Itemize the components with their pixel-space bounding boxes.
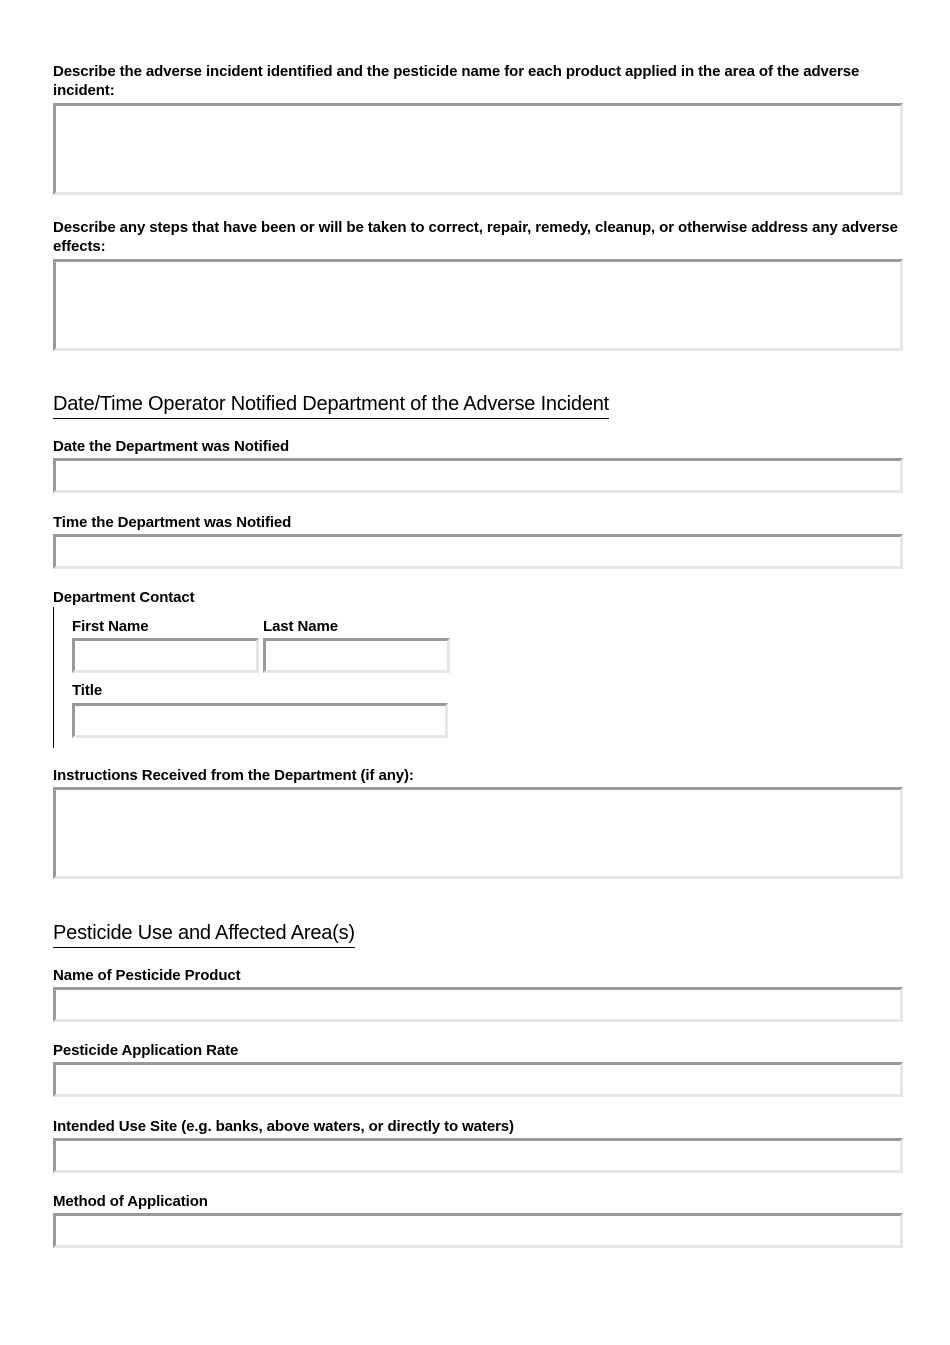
application-rate-input[interactable] — [53, 1062, 903, 1097]
date-notified-label: Date the Department was Notified — [53, 438, 290, 455]
pesticide-section-title: Pesticide Use and Affected Area(s) — [53, 920, 355, 948]
pesticide-product-input[interactable] — [53, 987, 903, 1022]
contact-title-label: Title — [72, 682, 103, 699]
last-name-input[interactable] — [263, 638, 450, 673]
department-contact-group — [53, 607, 474, 748]
time-notified-input[interactable] — [53, 534, 903, 569]
contact-title-input[interactable] — [72, 703, 448, 738]
corrective-steps-textarea[interactable] — [53, 259, 903, 351]
instructions-textarea[interactable] — [53, 787, 903, 879]
application-rate-label: Pesticide Application Rate — [53, 1042, 239, 1059]
last-name-label: Last Name — [263, 618, 338, 635]
intended-use-site-label: Intended Use Site (e.g. banks, above waters, or directly to waters) — [53, 1118, 514, 1135]
corrective-steps-label: Describe any steps that have been or will be taken to correct, repair, remedy, cleanup, or otherwise address any adverse effects: — [53, 219, 898, 255]
intended-use-site-input[interactable] — [53, 1138, 903, 1173]
adverse-incident-label: Describe the adverse incident identified and the pesticide name for each product applied in the area of the adverse incident: — [53, 63, 860, 99]
department-contact-label: Department Contact — [53, 589, 195, 606]
notification-section-header — [53, 391, 609, 419]
time-notified-label: Time the Department was Notified — [53, 514, 292, 531]
date-notified-input[interactable] — [53, 458, 903, 493]
instructions-label: Instructions Received from the Department (if any): — [53, 767, 414, 784]
adverse-incident-textarea[interactable] — [53, 103, 903, 195]
pesticide-section-header — [53, 920, 355, 948]
pesticide-product-label: Name of Pesticide Product — [53, 967, 241, 984]
notification-section-title: Date/Time Operator Notified Department of the Adverse Incident — [53, 391, 609, 419]
application-method-label: Method of Application — [53, 1193, 208, 1210]
application-method-input[interactable] — [53, 1213, 903, 1248]
first-name-input[interactable] — [72, 638, 259, 673]
first-name-label: First Name — [72, 618, 149, 635]
